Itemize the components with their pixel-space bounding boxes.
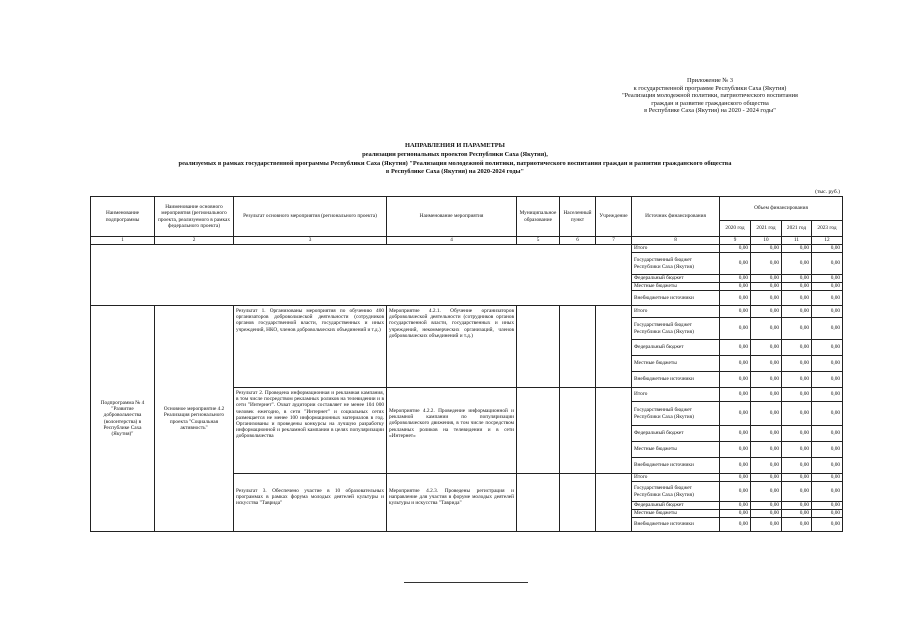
subprogram-name: Подпрограмма № 4 "Развитие добровольчества (волонтерства) в Республике Саха (Якутия)"	[91, 306, 155, 532]
amount-cell: 0,00	[720, 253, 751, 275]
column-number: 5	[517, 237, 560, 245]
amount-cell: 0,00	[782, 291, 812, 306]
source-regional: Государственный бюджет Республики Саха (Якутия)	[632, 482, 720, 502]
amount-cell: 0,00	[782, 318, 812, 340]
amount-cell: 0,00	[782, 388, 812, 402]
appendix-header	[560, 77, 860, 115]
column-number: 12	[812, 237, 843, 245]
amount-cell: 0,00	[782, 518, 812, 532]
amount-cell: 0,00	[812, 283, 843, 291]
amount-cell: 0,00	[720, 245, 751, 253]
event-text: Мероприятие 4.2.3. Проведены регистрация и направление для участия в форуме молодых деятелей культуры и искусства "Таврида"	[387, 474, 517, 532]
amount-cell: 0,00	[812, 245, 843, 253]
title-line: реализуемых в рамках государственной программы Республики Саха (Якутия) "Реализация молодежной политики, патриотического воспитания граждан и развития гражданского общества	[178, 159, 732, 167]
amount-cell: 0,00	[720, 426, 751, 442]
amount-cell: 0,00	[751, 356, 782, 372]
footnote-divider	[404, 582, 528, 583]
column-number: 8	[632, 237, 720, 245]
amount-cell: 0,00	[720, 306, 751, 318]
source-extra: Внебюджетные источники	[632, 518, 720, 532]
amount-cell: 0,00	[751, 502, 782, 510]
municipality-cell	[517, 306, 560, 388]
unit-label: (тыс. руб.)	[815, 189, 840, 195]
amount-cell: 0,00	[751, 402, 782, 426]
source-total: Итого	[632, 474, 720, 482]
amount-cell: 0,00	[720, 458, 751, 474]
amount-cell: 0,00	[782, 253, 812, 275]
amount-cell: 0,00	[812, 340, 843, 356]
title-line: в Республике Саха (Якутия) на 2020-2024 годы"	[385, 168, 525, 176]
amount-cell: 0,00	[812, 510, 843, 518]
title-line: НАПРАВЛЕНИЯ И ПАРАМЕТРЫ	[405, 142, 505, 149]
amount-cell: 0,00	[751, 518, 782, 532]
amount-cell: 0,00	[720, 502, 751, 510]
amount-cell: 0,00	[751, 474, 782, 482]
header-settlement: Населенный пункт	[560, 197, 596, 237]
header-institution: Учреждение	[596, 197, 632, 237]
amount-cell: 0,00	[720, 283, 751, 291]
amount-cell: 0,00	[782, 340, 812, 356]
amount-cell: 0,00	[720, 372, 751, 388]
settlement-cell	[560, 388, 596, 474]
institution-cell	[596, 306, 632, 388]
amount-cell: 0,00	[751, 275, 782, 283]
amount-cell: 0,00	[751, 283, 782, 291]
amount-cell: 0,00	[782, 426, 812, 442]
amount-cell: 0,00	[812, 318, 843, 340]
source-federal: Федеральный бюджет	[632, 502, 720, 510]
amount-cell: 0,00	[782, 482, 812, 502]
amount-cell: 0,00	[720, 402, 751, 426]
column-number: 1	[91, 237, 155, 245]
header-event: Наименование мероприятия	[387, 197, 517, 237]
source-federal: Федеральный бюджет	[632, 340, 720, 356]
amount-cell: 0,00	[782, 442, 812, 458]
amount-cell: 0,00	[812, 253, 843, 275]
amount-cell: 0,00	[812, 458, 843, 474]
source-extra: Внебюджетные источники	[632, 291, 720, 306]
amount-cell: 0,00	[720, 340, 751, 356]
column-number: 10	[751, 237, 782, 245]
amount-cell: 0,00	[720, 356, 751, 372]
source-federal: Федеральный бюджет	[632, 275, 720, 283]
column-number: 11	[782, 237, 812, 245]
result-text: Результат 1. Организованы мероприятия по обучению 400 организаторов добровольческой деятельности (сотрудников органов государственной власти, государственных и иных учреждений, НКО, членов добровольческих объединений и т.д.)	[234, 306, 387, 388]
source-extra: Внебюджетные источники	[632, 372, 720, 388]
source-local: Местные бюджеты	[632, 356, 720, 372]
institution-cell	[596, 474, 632, 532]
amount-cell: 0,00	[782, 306, 812, 318]
amount-cell: 0,00	[751, 372, 782, 388]
amount-cell: 0,00	[751, 245, 782, 253]
main-event-name: Основное мероприятие 4.2 Реализация регионального проекта "Социальная активность"	[155, 306, 234, 532]
amount-cell: 0,00	[782, 474, 812, 482]
appendix-line: Приложение № 3	[686, 77, 734, 84]
header-result: Результат основного мероприятия (регионального проекта)	[234, 197, 387, 237]
institution-cell	[596, 388, 632, 474]
amount-cell: 0,00	[782, 283, 812, 291]
amount-cell: 0,00	[720, 482, 751, 502]
amount-cell: 0,00	[812, 372, 843, 388]
source-local: Местные бюджеты	[632, 442, 720, 458]
amount-cell: 0,00	[751, 388, 782, 402]
amount-cell: 0,00	[751, 291, 782, 306]
header-year: 2020 год	[720, 221, 751, 237]
amount-cell: 0,00	[782, 356, 812, 372]
appendix-line: к государственной программе Республики Саха (Якутия)	[633, 84, 787, 92]
amount-cell: 0,00	[751, 442, 782, 458]
amount-cell: 0,00	[812, 502, 843, 510]
amount-cell: 0,00	[720, 510, 751, 518]
amount-cell: 0,00	[751, 510, 782, 518]
source-extra: Внебюджетные источники	[632, 458, 720, 474]
source-regional: Государственный бюджет Республики Саха (Якутия)	[632, 402, 720, 426]
column-number: 9	[720, 237, 751, 245]
amount-cell: 0,00	[751, 318, 782, 340]
header-year: 2021 год	[751, 221, 782, 237]
amount-cell: 0,00	[720, 474, 751, 482]
amount-cell: 0,00	[751, 253, 782, 275]
municipality-cell	[517, 474, 560, 532]
amount-cell: 0,00	[812, 518, 843, 532]
source-total: Итого	[632, 388, 720, 402]
column-number: 3	[234, 237, 387, 245]
amount-cell: 0,00	[812, 388, 843, 402]
amount-cell: 0,00	[751, 306, 782, 318]
column-number: 2	[155, 237, 234, 245]
amount-cell: 0,00	[720, 388, 751, 402]
amount-cell: 0,00	[720, 275, 751, 283]
amount-cell: 0,00	[812, 275, 843, 283]
column-number: 4	[387, 237, 517, 245]
header-source: Источник финансирования	[632, 197, 720, 237]
amount-cell: 0,00	[720, 442, 751, 458]
column-number: 7	[596, 237, 632, 245]
amount-cell: 0,00	[782, 402, 812, 426]
source-total: Итого	[632, 245, 720, 253]
column-number: 6	[560, 237, 596, 245]
totals-empty-cell	[91, 245, 632, 306]
amount-cell: 0,00	[782, 502, 812, 510]
appendix-line: "Реализация молодежной политики, патриотического воспитания	[622, 92, 798, 100]
source-regional: Государственный бюджет Республики Саха (Якутия)	[632, 253, 720, 275]
appendix-line: в Республике Саха (Якутия) на 2020 - 2024 годы"	[644, 107, 776, 115]
amount-cell: 0,00	[751, 458, 782, 474]
amount-cell: 0,00	[751, 340, 782, 356]
amount-cell: 0,00	[782, 245, 812, 253]
settlement-cell	[560, 306, 596, 388]
source-total: Итого	[632, 306, 720, 318]
amount-cell: 0,00	[782, 275, 812, 283]
amount-cell: 0,00	[720, 518, 751, 532]
amount-cell: 0,00	[720, 318, 751, 340]
header-year: 2021 год	[782, 221, 812, 237]
source-regional: Государственный бюджет Республики Саха (Якутия)	[632, 318, 720, 340]
amount-cell: 0,00	[812, 291, 843, 306]
municipality-cell	[517, 388, 560, 474]
event-text: Мероприятие 4.2.2. Проведение информационной и рекламной кампании по популяризации добровольческого движения, в том числе посредством рекламных роликов на телевидении и в сети «Интернет»	[387, 388, 517, 474]
title-line: реализации региональных проектов Республики Саха (Якутия),	[362, 150, 548, 158]
header-year: 2023 год	[812, 221, 843, 237]
amount-cell: 0,00	[720, 291, 751, 306]
source-local: Местные бюджеты	[632, 283, 720, 291]
header-subprogram: Наименование подпрограммы	[91, 197, 155, 237]
amount-cell: 0,00	[751, 482, 782, 502]
event-text: Мероприятие 4.2.1. Обучение организаторов добровольческой деятельности (сотрудников органов государственной власти, государственных и иных учреждений, некоммерческих организаций, членов добровольческих объединений и т.д.)	[387, 306, 517, 388]
amount-cell: 0,00	[812, 356, 843, 372]
amount-cell: 0,00	[782, 458, 812, 474]
parameters-table	[90, 196, 843, 532]
result-text: Результат 2. Проведена информационная и рекламная кампания, в том числе посредством рекламных роликов на телевидении и в сети "Интернет". Охват аудитории составляет не менее 104 000 человек ежегодно, в сети "Интернет" и социальных сетях размещается не менее 100 информационных материалов в год. Организованы и проведены конкурсы на лучшую разработку информационной и рекламной кампании в целях популяризации добровольчества	[234, 388, 387, 474]
amount-cell: 0,00	[782, 372, 812, 388]
header-volume: Объем финансирования	[720, 197, 843, 221]
amount-cell: 0,00	[812, 482, 843, 502]
header-main-event: Наименование основного мероприятия (регионального проекта, реализуемого в рамках федерального проекта)	[155, 197, 234, 237]
header-municipality: Муниципальное образование	[517, 197, 560, 237]
amount-cell: 0,00	[812, 474, 843, 482]
appendix-line: граждан и развитие гражданского общества	[651, 99, 769, 107]
amount-cell: 0,00	[782, 510, 812, 518]
result-text: Результат 3. Обеспечено участие в 10 образовательных программах в рамках форума молодых деятелей культуры и искусства "Таврида"	[234, 474, 387, 532]
document-title	[130, 142, 780, 177]
amount-cell: 0,00	[751, 426, 782, 442]
amount-cell: 0,00	[812, 426, 843, 442]
source-local: Местные бюджеты	[632, 510, 720, 518]
source-federal: Федеральный бюджет	[632, 426, 720, 442]
settlement-cell	[560, 474, 596, 532]
amount-cell: 0,00	[812, 442, 843, 458]
amount-cell: 0,00	[812, 402, 843, 426]
amount-cell: 0,00	[812, 306, 843, 318]
